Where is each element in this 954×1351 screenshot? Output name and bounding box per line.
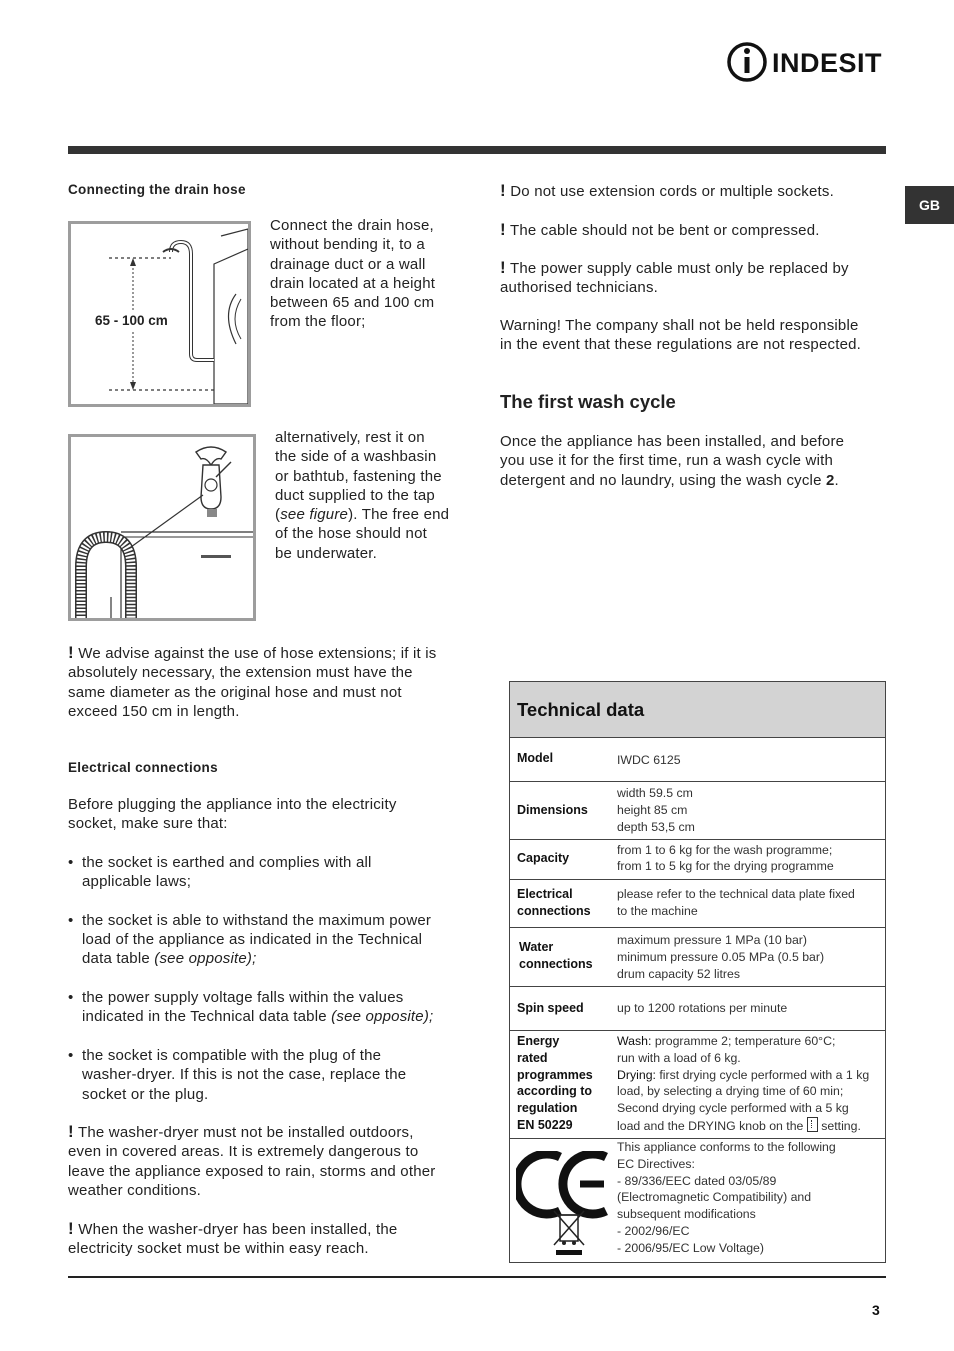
list-item: • the socket is able to withstand the maximum power load of the appliance as indicated in the Technical data table (see opposite); <box>68 911 432 968</box>
company-warning: Warning! The company shall not be held responsible in the event that these regulations are not respected. <box>500 317 862 354</box>
reach-warning: ! When the washer-dryer has been installed, the electricity socket must be within easy reach. <box>68 1219 398 1258</box>
list-item: • the socket is compatible with the plug of the washer-dryer. If this is not the case, replace the socket or the plug. <box>68 1046 407 1103</box>
see-figure-ref: see figure <box>280 506 349 524</box>
weee-bin-icon <box>552 1209 586 1257</box>
technical-data-table <box>509 681 886 1263</box>
table-row: Energy rated programmes according to regulation EN 50229 Wash: programme 2; temperature 60°C; run with a load of 6 kg. Drying: first drying cycle performed with a 1 kg load, by selecting a drying time of 60 min; Second drying cycle performed with a 5 kg load and the DRYING knob on the setting. <box>510 1031 885 1139</box>
brand-text: INDESIT <box>772 48 883 78</box>
table-row: Dimensions width 59.5 cm height 85 cm depth 53,5 cm <box>510 782 885 840</box>
table-row: Model IWDC 6125 <box>510 738 885 782</box>
drain-height-figure <box>68 221 251 407</box>
height-range-label: 65 - 100 cm <box>95 313 168 328</box>
table-row: Spin speed up to 1200 rotations per minute <box>510 987 885 1031</box>
bottom-rule <box>68 1276 886 1278</box>
warning-mark: ! <box>68 643 74 662</box>
drain-hose-heading: Connecting the drain hose <box>68 182 246 197</box>
conformity-row: This appliance conforms to the following EC Directives: - 89/336/EEC dated 03/05/89 (Electromagnetic Compatibility) and subsequent modifications - 2002/96/EC - 2006/95/EC Low Voltage) <box>510 1139 885 1262</box>
replacement-warning: ! The power supply cable must only be replaced by authorised technicians. <box>500 258 849 297</box>
table-row: Water connections maximum pressure 1 MPa (10 bar) minimum pressure 0.05 MPa (0.5 bar) drum capacity 52 litres <box>510 928 885 987</box>
cable-warning: ! The cable should not be bent or compressed. <box>500 220 820 239</box>
drain-text: Connect the drain hose, without bending it, to a drainage duct or a wall drain located at a height between 65 and 100 cm from the floor; <box>270 217 436 331</box>
table-row: Capacity from 1 to 6 kg for the wash programme; from 1 to 5 kg for the drying programme <box>510 840 885 880</box>
outdoor-warning: ! The washer-dryer must not be installed outdoors, even in covered areas. It is extremely dangerous to leave the appliance exposed to rain, storms and other weather conditions. <box>68 1122 436 1199</box>
electrical-heading: Electrical connections <box>68 760 218 775</box>
list-item: • the power supply voltage falls within the values indicated in the Technical data table (see opposite); <box>68 989 434 1026</box>
cord-warning: ! Do not use extension cords or multiple sockets. <box>500 181 834 200</box>
table-header <box>510 682 885 738</box>
page-number: 3 <box>872 1302 880 1318</box>
top-rule <box>68 146 886 154</box>
hose-extension-warning: ! We advise against the use of hose extensions; if it is absolutely necessary, the extension must have the same diameter as the original hose and must not exceed 150 cm in length. <box>68 643 437 720</box>
table-row: Electrical connections please refer to the technical data plate fixed to the machine <box>510 880 885 928</box>
table-title: Technical data <box>517 699 645 720</box>
first-wash-text: Once the appliance has been installed, and before you use it for the first time, run a wash cycle with detergent and no laundry, using the wash cycle 2. <box>500 433 845 489</box>
indesit-logo <box>726 40 888 84</box>
alternative-text: alternatively, rest it on the side of a washbasin or bathtub, fastening the duct supplied to the tap (see figure). The free end of the hose should not be underwater. <box>275 429 450 562</box>
first-wash-heading: The first wash cycle <box>500 391 676 412</box>
list-item: • the socket is earthed and complies with all applicable laws; <box>68 854 372 891</box>
tap-hose-illustration <box>71 437 253 618</box>
language-tab: GB <box>905 186 954 224</box>
washbasin-figure <box>68 434 256 621</box>
before-plugging-text: Before plugging the appliance into the electricity socket, make sure that: <box>68 796 397 833</box>
drying-knob-icon <box>807 1117 818 1132</box>
bullet-list <box>68 853 463 1104</box>
